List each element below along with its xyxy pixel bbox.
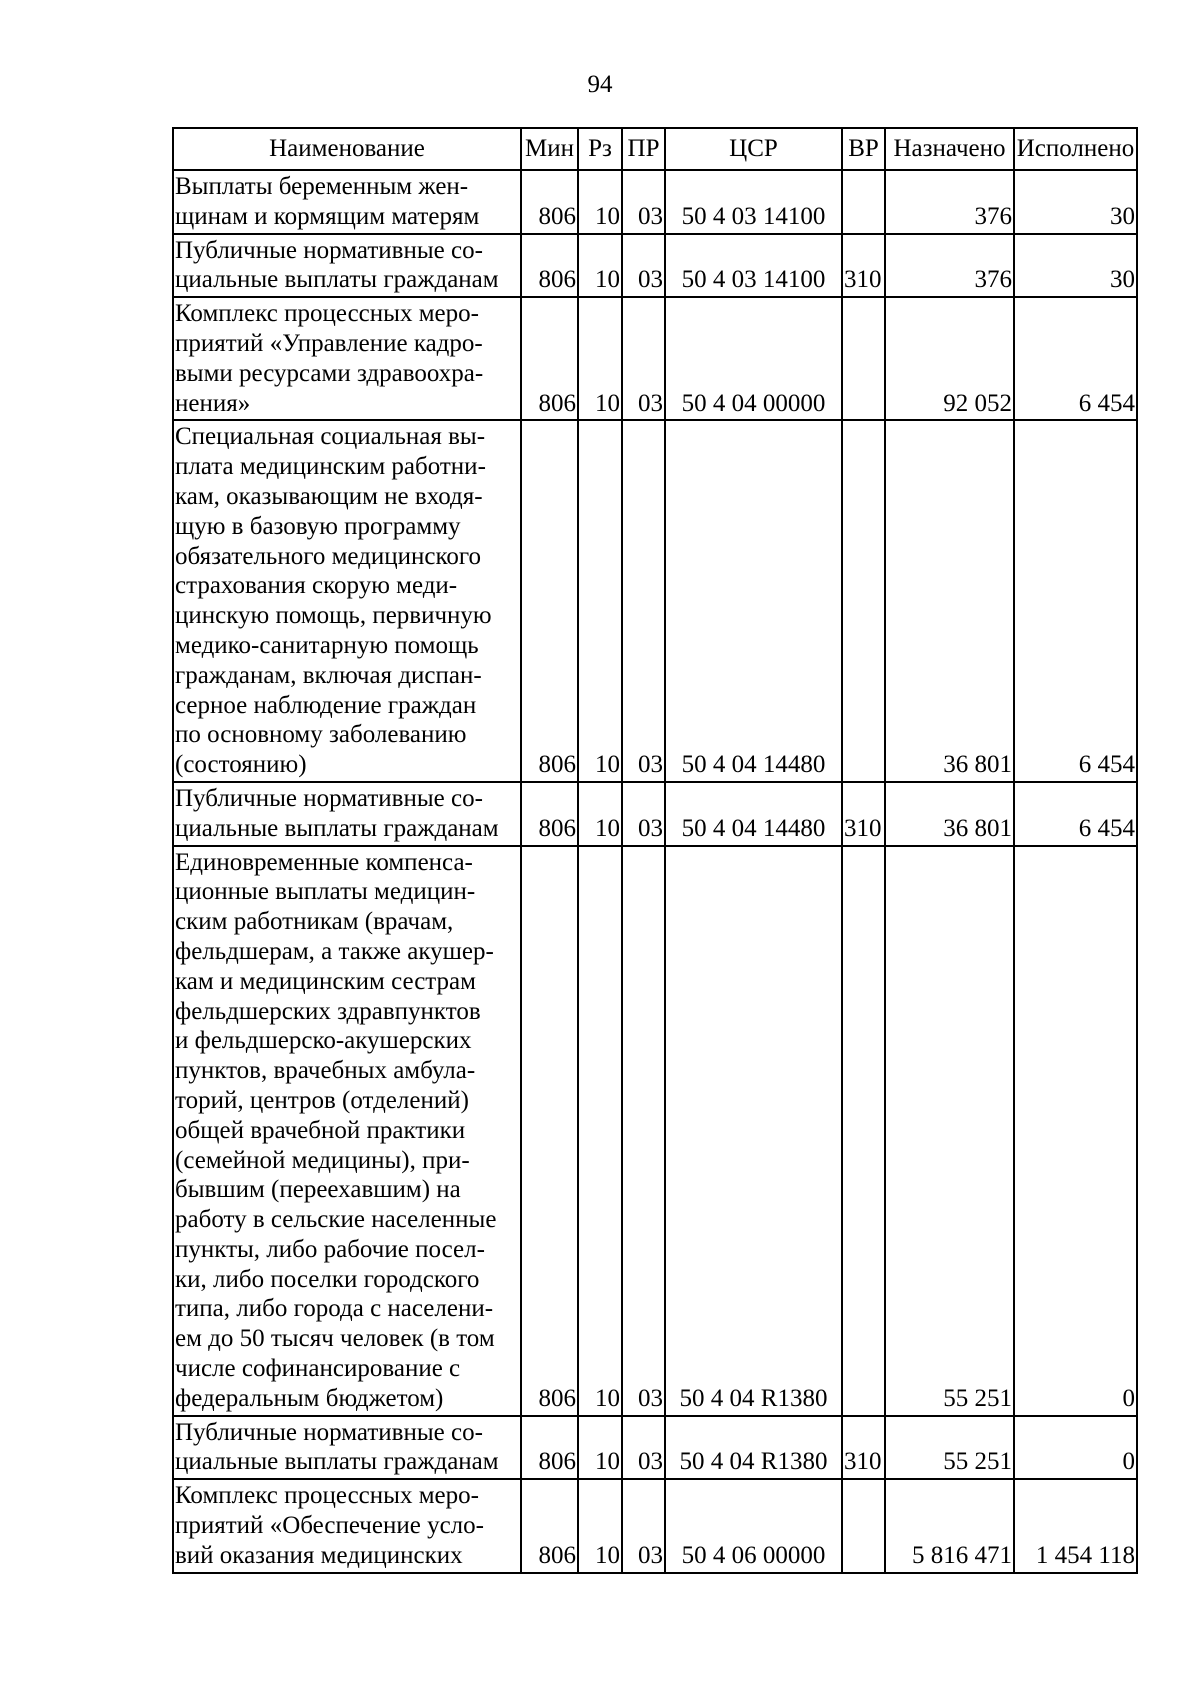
row-csr: 50 4 03 14100: [665, 234, 842, 298]
row-assigned: 55 251: [885, 846, 1014, 1416]
row-executed: 1 454 118: [1014, 1479, 1137, 1572]
row-pr: 03: [622, 782, 665, 846]
row-name: Специальная социальная вы- плата медицинским работни- кам, оказывающим не входя- щую в базовую программу обязательного медицинского страхования скорую меди- цинскую помощь, первичную медико-санитарную помощь гражданам, включая диспан- серное наблюдение граждан по основному заболеванию (состоянию): [173, 420, 521, 782]
header-rz: Рз: [578, 128, 622, 170]
row-csr: 50 4 03 14100: [665, 170, 842, 234]
row-executed: 6 454: [1014, 782, 1137, 846]
row-pr: 03: [622, 1416, 665, 1480]
row-vr: 310: [842, 782, 885, 846]
row-vr: 310: [842, 234, 885, 298]
row-pr: 03: [622, 1479, 665, 1572]
row-executed: 0: [1014, 846, 1137, 1416]
row-rz: 10: [578, 234, 622, 298]
row-csr: 50 4 04 14480: [665, 420, 842, 782]
row-name: Комплекс процессных меро- приятий «Управление кадро- выми ресурсами здравоохра- нения»: [173, 297, 521, 420]
row-min: 806: [521, 420, 578, 782]
row-assigned: 376: [885, 234, 1014, 298]
row-pr: 03: [622, 420, 665, 782]
row-assigned: 376: [885, 170, 1014, 234]
row-csr: 50 4 04 R1380: [665, 1416, 842, 1480]
row-rz: 10: [578, 846, 622, 1416]
row-rz: 10: [578, 782, 622, 846]
row-name: Единовременные компенса- ционные выплаты медицин- ским работникам (врачам, фельдшерам, а также акушер- кам и медицинским сестрам фельдшерских здравпунктов и фельдшерско-акушерских пунктов, врачебных амбула- торий, центров (отделений) общей врачебной практики (семейной медицины), при- бывшим (переехавшим) на работу в сельские населенные пункты, либо рабочие посел- ки, либо поселки городского типа, либо города с населени- ем до 50 тысяч человек (в том числе софинансирование с федеральным бюджетом): [173, 846, 521, 1416]
budget-table: [172, 127, 1138, 1574]
header-executed: Исполнено: [1014, 128, 1137, 170]
header-csr: ЦСР: [665, 128, 842, 170]
row-pr: 03: [622, 170, 665, 234]
page-number: 94: [587, 71, 613, 98]
row-assigned: 55 251: [885, 1416, 1014, 1480]
table-row: [173, 420, 1137, 782]
row-csr: 50 4 04 R1380: [665, 846, 842, 1416]
row-executed: 6 454: [1014, 420, 1137, 782]
header-name: Наименование: [173, 128, 521, 170]
row-min: 806: [521, 782, 578, 846]
header-assigned: Назначено: [885, 128, 1014, 170]
table-row: [173, 782, 1137, 846]
row-csr: 50 4 04 00000: [665, 297, 842, 420]
row-executed: 30: [1014, 234, 1137, 298]
header-vr: ВР: [842, 128, 885, 170]
row-assigned: 5 816 471: [885, 1479, 1014, 1572]
row-vr: [842, 1479, 885, 1572]
row-name: Публичные нормативные со- циальные выплаты гражданам: [173, 782, 521, 846]
row-name: Публичные нормативные со- циальные выплаты гражданам: [173, 1416, 521, 1480]
header-min: Мин: [521, 128, 578, 170]
row-rz: 10: [578, 170, 622, 234]
table-row: [173, 170, 1137, 234]
row-name: Выплаты беременным жен- щинам и кормящим матерям: [173, 170, 521, 234]
row-vr: [842, 420, 885, 782]
row-min: 806: [521, 170, 578, 234]
row-executed: 30: [1014, 170, 1137, 234]
row-executed: 6 454: [1014, 297, 1137, 420]
row-min: 806: [521, 846, 578, 1416]
row-executed: 0: [1014, 1416, 1137, 1480]
row-min: 806: [521, 1479, 578, 1572]
header-row: [173, 128, 1137, 170]
row-assigned: 36 801: [885, 782, 1014, 846]
table-row: [173, 234, 1137, 298]
table-row: [173, 1416, 1137, 1480]
row-vr: [842, 170, 885, 234]
row-rz: 10: [578, 1479, 622, 1572]
row-pr: 03: [622, 846, 665, 1416]
row-name: Публичные нормативные со- циальные выплаты гражданам: [173, 234, 521, 298]
row-csr: 50 4 04 14480: [665, 782, 842, 846]
row-vr: [842, 846, 885, 1416]
row-vr: 310: [842, 1416, 885, 1480]
table-row: [173, 846, 1137, 1416]
row-rz: 10: [578, 297, 622, 420]
row-min: 806: [521, 1416, 578, 1480]
row-vr: [842, 297, 885, 420]
table-row: [173, 1479, 1137, 1572]
row-pr: 03: [622, 234, 665, 298]
row-rz: 10: [578, 1416, 622, 1480]
row-rz: 10: [578, 420, 622, 782]
row-pr: 03: [622, 297, 665, 420]
row-assigned: 36 801: [885, 420, 1014, 782]
row-assigned: 92 052: [885, 297, 1014, 420]
row-name: Комплекс процессных меро- приятий «Обеспечение усло- вий оказания медицинских: [173, 1479, 521, 1572]
table-row: [173, 297, 1137, 420]
row-min: 806: [521, 234, 578, 298]
row-csr: 50 4 06 00000: [665, 1479, 842, 1572]
row-min: 806: [521, 297, 578, 420]
header-pr: ПР: [622, 128, 665, 170]
